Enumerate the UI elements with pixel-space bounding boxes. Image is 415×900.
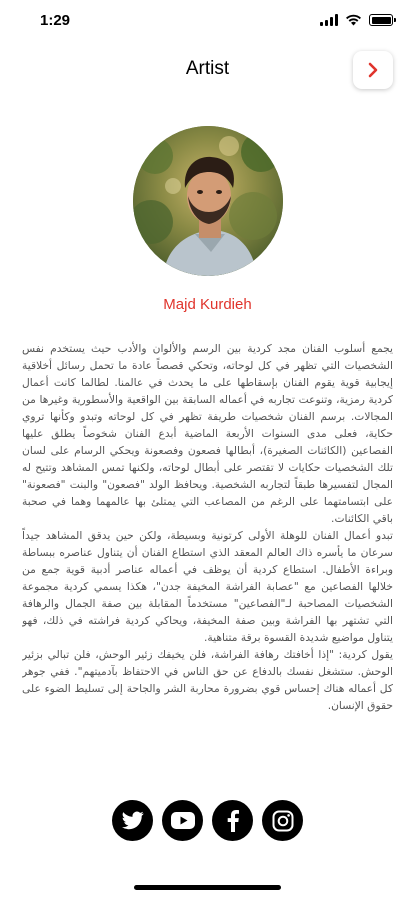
bio-paragraph: تبدو أعمال الفنان للوهلة الأولى كرتونية وبسيطة، ولكن حين يدقق المشاهد جيداً سرعان ما يأسره ذاك العالم المعقد الذي استطاع الفنان أن يتناول عناصره ببساطة وبراءة الأطفال. استطاع كردية أن يوظف في أعماله عناصر أدبية قوية جمع من خلالها الفصاعين مع "عصابة الفراشة المخيفة جدن"، هكذا يسمي كردية مجموعة الشخصيات المصاحبة لـ"الفصاعين" مستخدماً المقابلة بين صفة الجمال والرهافة التي تشتهر بها الفراشة وبين صفة المخيفة، ويحاكي كردية فراشته في ذلك، فهو يتناول مواضيع شديدة القسوة برقة متناهية. (22, 529, 393, 644)
status-time: 1:29 (40, 12, 71, 29)
instagram-button[interactable] (262, 800, 303, 841)
home-indicator[interactable] (134, 885, 281, 890)
facebook-icon (227, 810, 239, 832)
artist-portrait (133, 126, 283, 276)
youtube-button[interactable] (162, 800, 203, 841)
next-button[interactable] (353, 51, 393, 89)
youtube-icon (171, 812, 195, 829)
chevron-right-icon (367, 62, 379, 78)
battery-icon (369, 14, 393, 26)
nav-bar (0, 48, 415, 92)
artist-bio (22, 340, 393, 714)
artist-name: Majd Kurdieh (163, 296, 252, 313)
social-links (0, 800, 415, 841)
facebook-button[interactable] (212, 800, 253, 841)
artist-bio-scroll[interactable] (22, 340, 393, 778)
wifi-icon (345, 14, 362, 26)
avatar (133, 126, 283, 276)
status-icons (320, 14, 393, 26)
twitter-icon (122, 811, 144, 830)
twitter-button[interactable] (112, 800, 153, 841)
bio-paragraph: يقول كردية: "إذا أخافتك رهافة الفراشة، فلن يخيفك زئير الوحش، فلن تبالي بزئير الوحش. ستشغل نفسك بالدفاع عن حق الناس في الاحتفاظ بآدميتهم". ففي جوهر كل أعماله هناك إحساس قوي بضرورة محاربة الشر والجاحة إلى تسليط الضوء على حقوق الإنسان. (22, 648, 393, 712)
bio-paragraph: يجمع أسلوب الفنان مجد كردية بين الرسم والألوان والأدب حيث يستخدم نفس الشخصيات التي تظهر في كل لوحاته، وتحكي قصصاً عادة ما تحمل رسائل أخلاقية إيجابية قوية يقوم الفنان بإسقاطها على ما يحدث في عالمنا. لطالما كانت أعمال كردية رمزية، وتنوعت تجاربه في أعماله السابقة بين الواقعية والأسطورية وغيرها من المجالات. برسم الفنان شخصيات طريفة تظهر في كل لوحاته وتبدو وكأنها تروي حكاية، فعلى مدى السنوات الأربعة الماضية أبدع الفنان شخوصاً يطلق عليها الفصاعين (الكائنات الصغيرة)، أبطالها فصعون وفصعونة ويحكي الرسام على لسان تلك الشخصيات حكايات لا تقتصر على أبطال لوحاته، ولكنها تمس المشاهد وتتيح له المجال لتفسيرها طبقاً لتجاربه الشخصية. ويحافظ الولد "فصعون" والبنت "فصعونة" على ابتسامتهما على الرغم من المصاعب التي يمتلئ بها عالمهما وهما في صحبة باقي الكائنات. (22, 342, 393, 525)
instagram-icon (272, 810, 294, 832)
page-title: Artist (185, 58, 230, 79)
bio-fade-overlay (22, 758, 393, 778)
cellular-signal-icon (320, 14, 338, 26)
status-bar (0, 0, 415, 44)
